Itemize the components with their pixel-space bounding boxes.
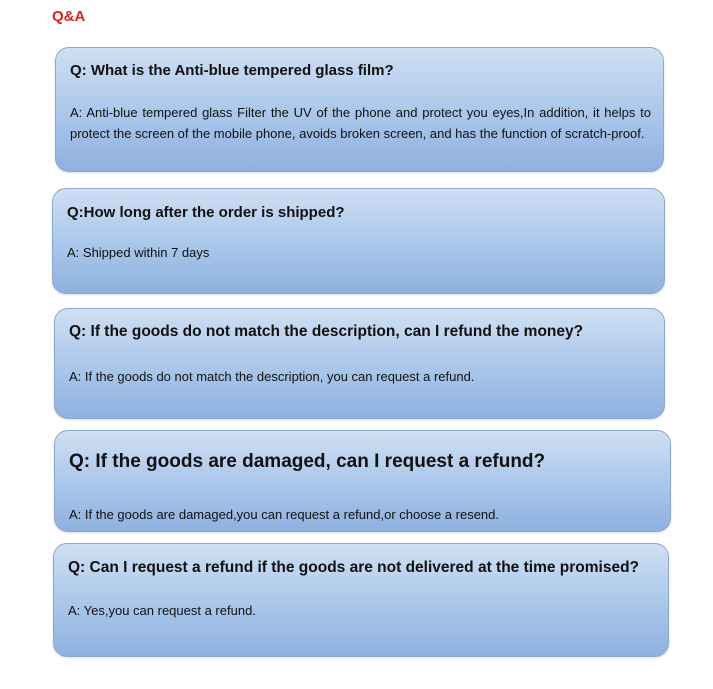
faq-card-late-delivery [53,543,669,657]
faq-answer: A: Yes,you can request a refund. [68,603,256,618]
faq-question: Q:How long after the order is shipped? [67,204,345,221]
faq-question: Q: If the goods do not match the description, can I refund the money? [69,323,584,340]
faq-question: Q: If the goods are damaged, can I request a refund? [69,451,546,472]
faq-question: Q: Can I request a refund if the goods are not delivered at the time promised? [68,559,640,576]
faq-answer: A: If the goods are damaged,you can request a refund,or choose a resend. [69,507,500,522]
faq-card-shipping-time [52,188,665,294]
faq-card-damaged-goods [54,430,671,532]
faq-card-description-mismatch [54,308,665,419]
faq-question: Q: What is the Anti-blue tempered glass film? [70,62,394,79]
faq-answer: A: If the goods do not match the description, you can request a refund. [69,369,475,384]
faq-answer: A: Shipped within 7 days [67,245,210,260]
faq-card-what-is-film [55,47,664,172]
page-heading: Q&A [52,8,86,25]
faq-answer: A: Anti-blue tempered glass Filter the UV of the phone and protect you eyes,In addition, it helps to protect the screen of the mobile phone, avoids broken screen, and has the function of scratch-proof. [70,105,651,141]
